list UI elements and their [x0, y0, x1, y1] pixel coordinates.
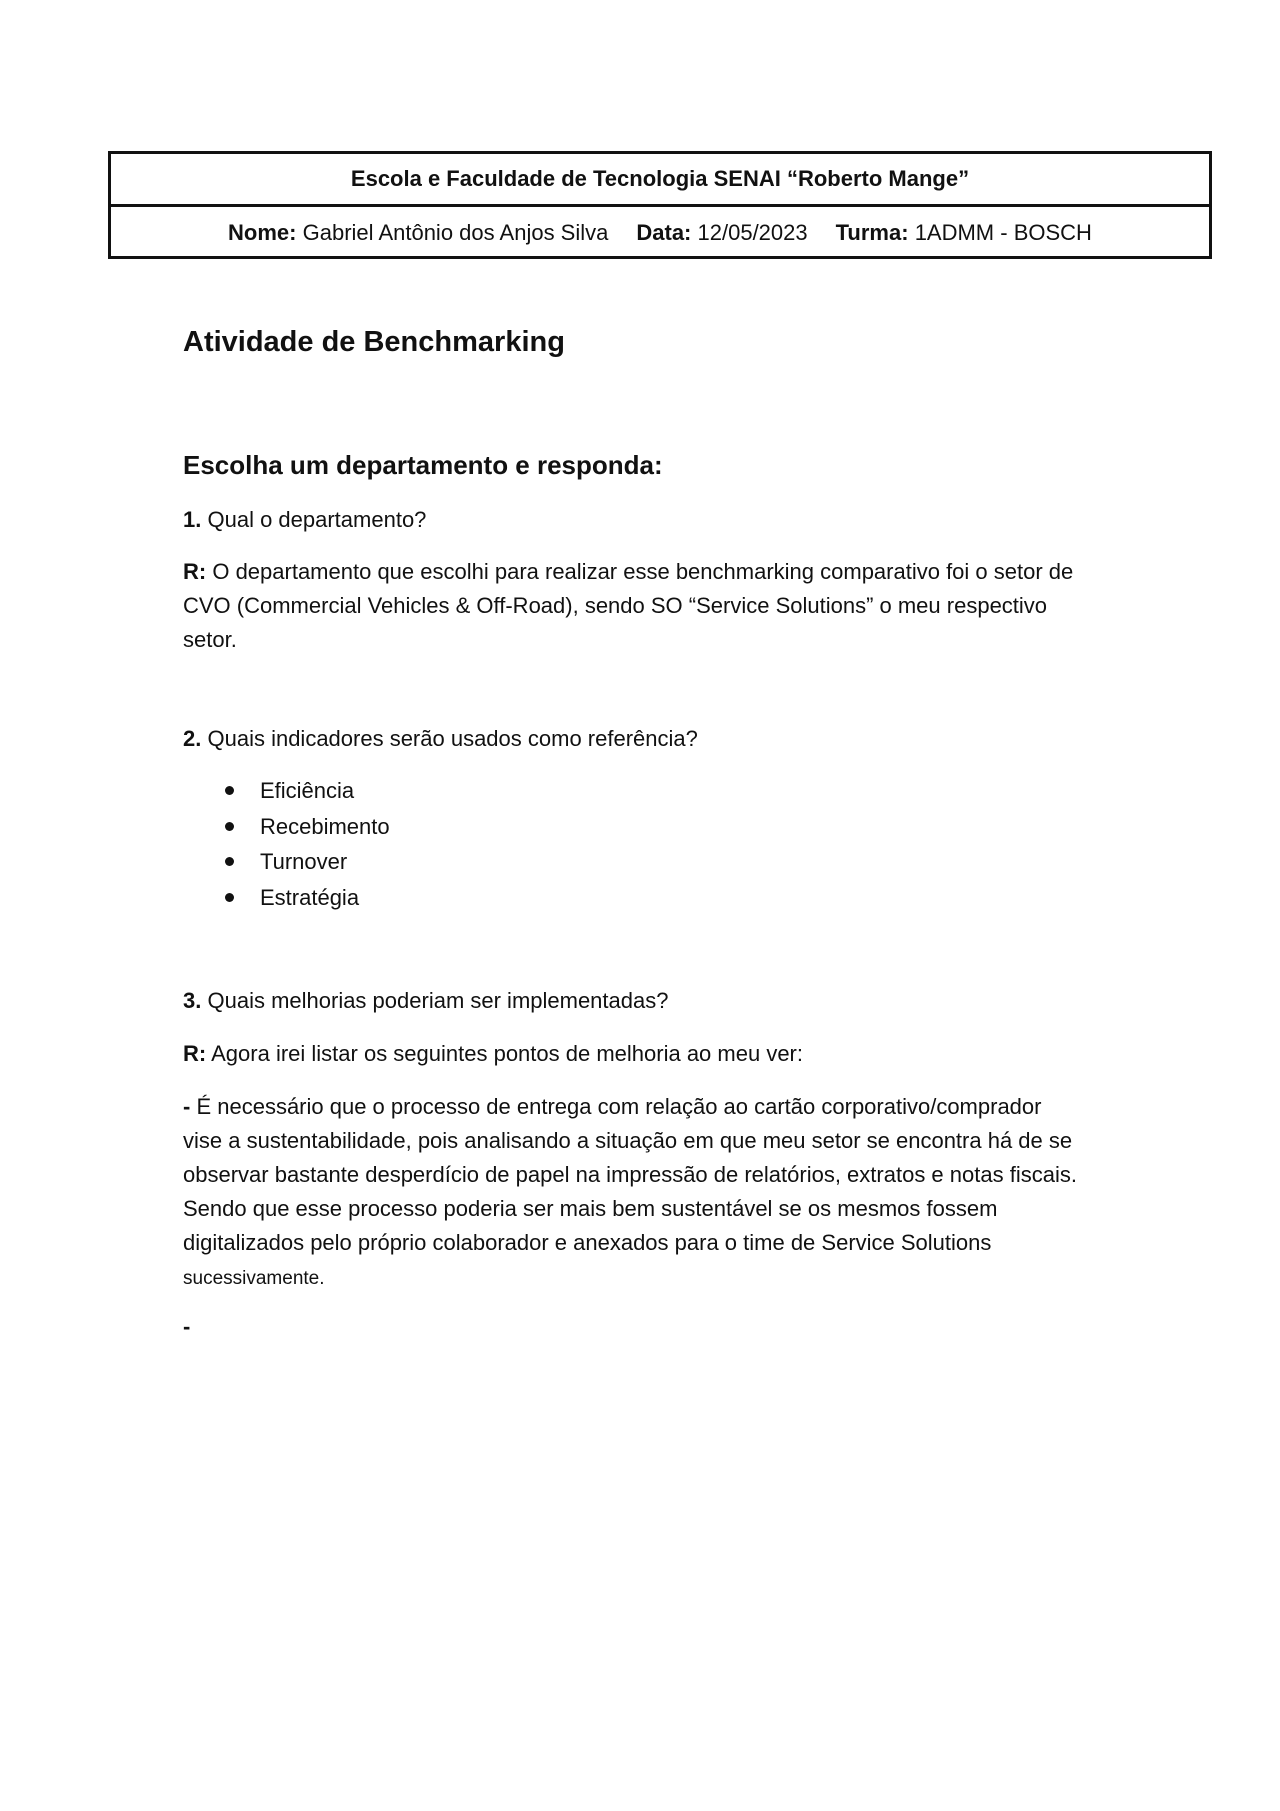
class-label: Turma:	[835, 220, 909, 245]
name-value: Gabriel Antônio dos Anjos Silva	[302, 220, 609, 245]
answer-3-label: R:	[183, 1041, 207, 1066]
question-3	[183, 984, 1083, 1018]
section-subtitle: Escolha um departamento e responda:	[183, 450, 663, 480]
bullet-icon	[225, 822, 234, 831]
indicators-list	[183, 773, 390, 915]
question-1-number: 1.	[183, 507, 202, 532]
bullet-icon	[225, 786, 234, 795]
list-item-text: Estratégia	[260, 884, 360, 910]
list-item-text: Eficiência	[260, 778, 355, 803]
bullet-icon	[225, 893, 234, 902]
header-table	[108, 151, 1212, 259]
list-item	[183, 844, 390, 880]
answer-1	[183, 555, 1083, 657]
student-info-row	[111, 207, 1209, 259]
list-item-text: Turnover	[260, 849, 348, 874]
improvement-point-text: É necessário que o processo de entrega com relação ao cartão corporativo/comprador vise a sustentabilidade, pois analisando a situação em que meu setor se encontra há de se observar bastante desperdício de papel na impressão de relatórios, extratos e notas fiscais. Sendo que esse processo poderia ser mais bem sustentável se os mesmos fossem digitalizados pelo próprio colaborador e anexados para o time de Service Solutions	[183, 1094, 1077, 1255]
list-item	[183, 809, 390, 845]
question-3-text: Quais melhorias poderiam ser implementadas?	[207, 988, 669, 1013]
answer-1-label: R:	[183, 559, 207, 584]
question-1-text: Qual o departamento?	[207, 507, 427, 532]
question-2-number: 2.	[183, 726, 202, 751]
list-item-text: Recebimento	[260, 813, 390, 839]
question-2	[183, 722, 1083, 756]
question-2-text: Quais indicadores serão usados como referência?	[207, 726, 698, 751]
date-label: Data:	[636, 220, 692, 245]
question-3-number: 3.	[183, 988, 202, 1013]
list-item	[183, 880, 390, 916]
improvement-point-tail: sucessivamente.	[183, 1268, 325, 1289]
improvement-point-dash: -	[183, 1094, 191, 1119]
list-item	[183, 773, 390, 809]
class-value: 1ADMM - BOSCH	[914, 220, 1092, 245]
class-field	[836, 220, 1092, 246]
improvement-point	[183, 1090, 1083, 1296]
page-title: Atividade de Benchmarking	[183, 326, 565, 358]
bullet-icon	[225, 857, 234, 866]
name-label: Nome:	[228, 220, 297, 245]
answer-1-text: O departamento que escolhi para realizar esse benchmarking comparativo foi o setor de CVO (Commercial Vehicles & Off-Road), sendo SO “Service Solutions” o meu respectivo setor.	[183, 559, 1074, 652]
date-value: 12/05/2023	[697, 220, 808, 245]
date-field	[636, 220, 807, 246]
trailing-dash: -	[183, 1314, 191, 1339]
answer-3-text: Agora irei listar os seguintes pontos de melhoria ao meu ver:	[211, 1041, 803, 1066]
answer-3	[183, 1037, 1083, 1071]
school-name: Escola e Faculdade de Tecnologia SENAI “Roberto Mange”	[111, 154, 1209, 207]
question-1	[183, 503, 1083, 537]
name-field	[228, 220, 608, 246]
